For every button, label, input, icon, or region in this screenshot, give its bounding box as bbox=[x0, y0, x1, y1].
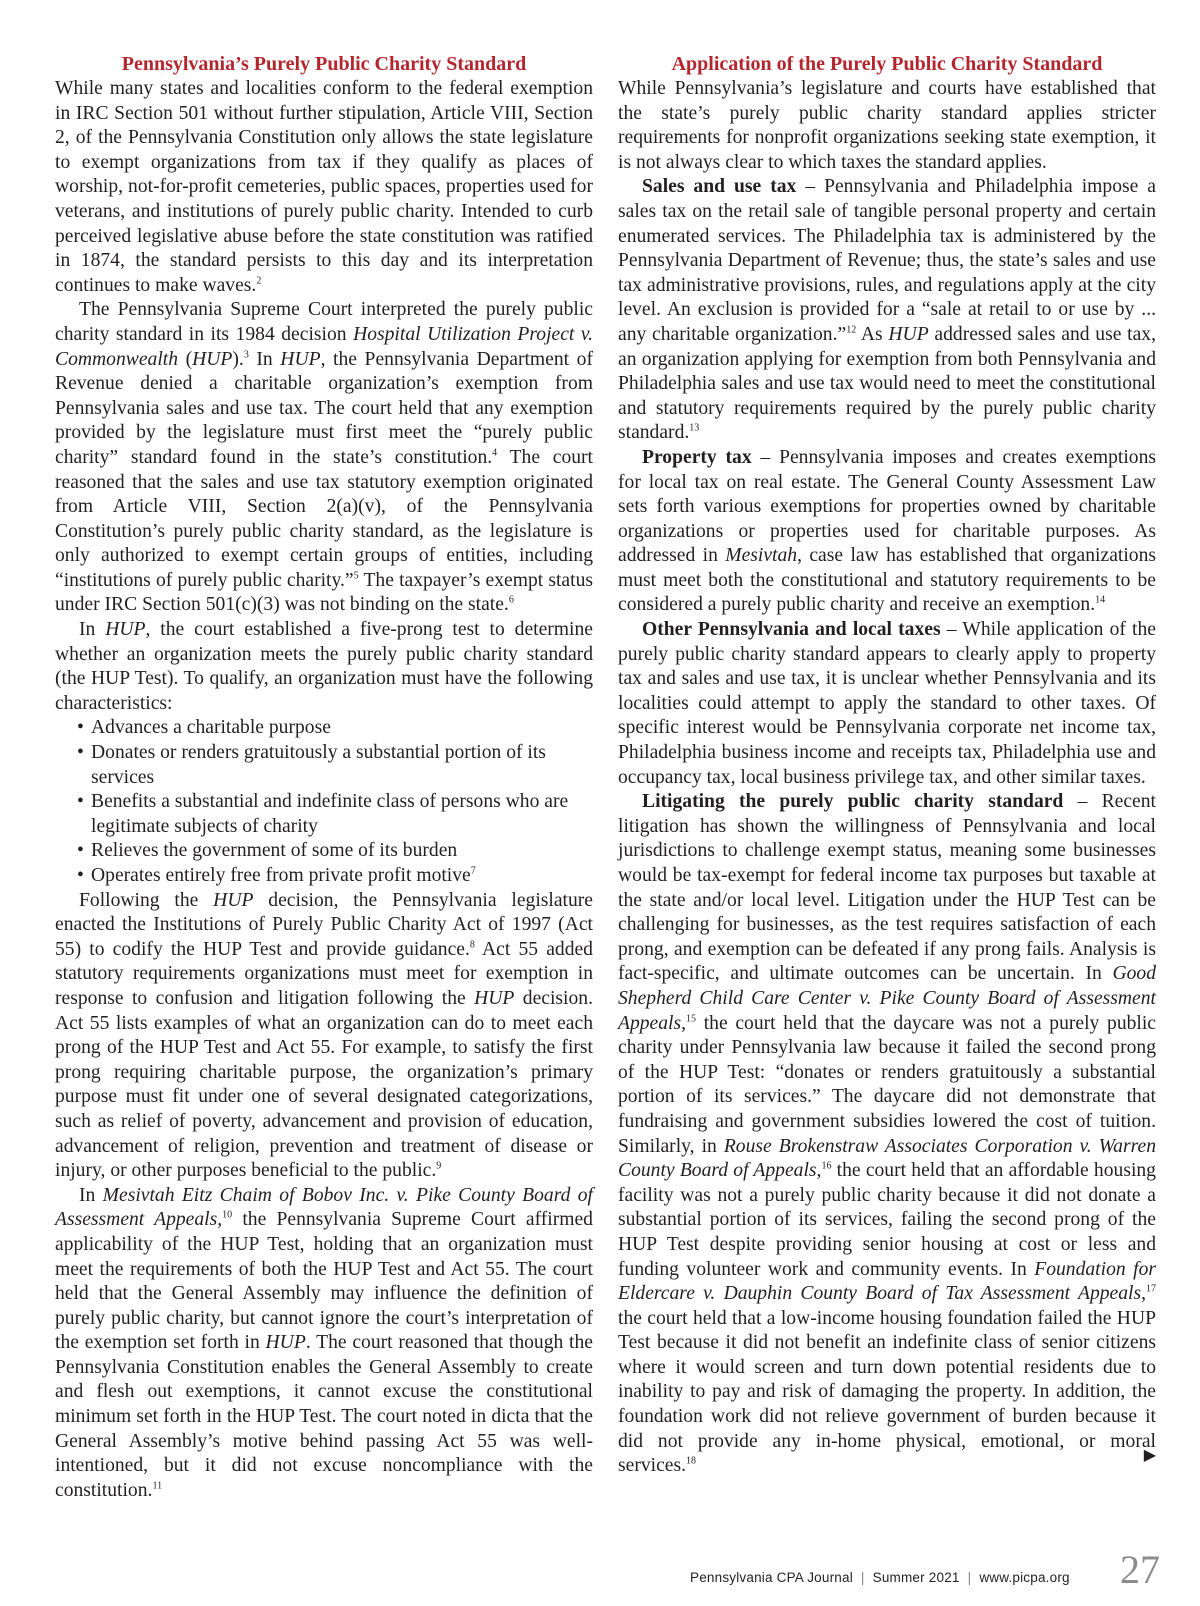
footnote-ref: 16 bbox=[821, 1160, 832, 1172]
paragraph: In HUP, the court established a five-prong test to determine whether an organization meets the purely public charity standard (the HUP Test). To qualify, an organization must have the following characteristics: bbox=[55, 619, 593, 714]
paragraph: In Mesivtah Eitz Chaim of Bobov Inc. v. Pike County Board of Assessment Appeals,$^{10}$ the Pennsylvania Supreme Court affirmed applicability of the HUP Test, holding that an organization must meet the requirements of both the HUP Test and Act 55. The court held that the General Assembly may influence the definition of purely public charity, but cannot ignore the court’s interpretation of the exemption set forth in HUP. The court reasoned that though the Pennsylvania Constitution enables the General Assembly to create and flesh out exemptions, it cannot excuse the constitutional minimum set forth in the HUP Test. The court noted in dicta that the General Assembly’s motive behind passing Act 55 was well-intentioned, but it did not excuse noncompliance with the constitution.$^{11}$ bbox=[55, 1184, 593, 1501]
footnote-ref: 12 bbox=[846, 324, 857, 336]
section-heading: Pennsylvania’s Purely Public Charity Standard bbox=[121, 53, 527, 75]
footnote-ref: 15 bbox=[686, 1013, 697, 1025]
footnote-ref: 18 bbox=[686, 1455, 697, 1467]
paragraph: Litigating the purely public charity standard – Recent litigation has shown the willingness of Pennsylvania and local jurisdictions to challenge exempt status, meaning some businesses would be tax-exempt for federal income tax purposes but taxable at the state and/or local level. Litigation under the HUP Test can be challenging for businesses, as the test requires satisfaction of each prong, and exemption can be defeated if any prong fails. Analysis is fact-specific, and ultimate outcomes can be uncertain. In Good Shepherd Child Care Center v. Pike County Board of Assessment Appeals,$^{15}$ the court held that the daycare was not a purely public charity under Pennsylvania law because it failed the second prong of the HUP Test: “donates or renders gratuitously a substantial portion of its services.” The daycare did not demonstrate that fundraising and government subsidies lowered the cost of tuition. Similarly, in Rouse Brokenstraw Associates Corporation v. Warren County Board of Appeals,$^{16}$ the court held that an affordable housing facility was not a purely public charity because it did not donate a substantial portion of its services, failing the second prong of the HUP Test despite providing senior housing at cost or less and funding volunteer work and community events. In Foundation for Eldercare v. Dauphin County Board of Tax Assessment Appeals,$^{17}$ the court held that a low-income housing foundation failed the HUP Test because it did not benefit an indefinite class of senior citizens where it would screen and turn down potential residents due to inability to pay and risk of damaging the property. In addition, the foundation work did not relieve government of burden because it did not provide any in-home physical, emotional, or moral services.$^{18}$ bbox=[618, 791, 1156, 1477]
footnote-ref: 6 bbox=[508, 594, 514, 606]
list-item: • Advances a charitable purpose bbox=[77, 716, 593, 741]
left-column bbox=[55, 52, 593, 1503]
separator: | bbox=[967, 1570, 972, 1585]
list-item: • Relieves the government of some of its burden bbox=[77, 839, 593, 864]
issue-date: Summer 2021 bbox=[872, 1570, 960, 1585]
paragraph: While many states and localities conform to the federal exemption in IRC Section 501 without further stipulation, Article VIII, Section 2, of the Pennsylvania Constitution only allows the state legislature to exempt organizations from tax if they qualify as places of worship, not-for-profit cemeteries, public spaces, properties used for veterans, and institutions of purely public charity. Intended to curb perceived legislative abuse before the state constitution was ratified in 1874, the standard persists to this day and its interpretation continues to make waves.$^2$ bbox=[55, 78, 593, 296]
footnote-ref: 4 bbox=[492, 447, 498, 459]
paragraph: The Pennsylvania Supreme Court interpreted the purely public charity standard in its 1984 decision Hospital Utilization Project v. Commonwealth (HUP).$^3$ In HUP, the Pennsylvania Department of Revenue denied a charitable organization’s exemption from Pennsylvania sales and use tax. The court held that any exemption provided by the legislature must first meet the “purely public charity” standard found in the state’s constitution.$^4$ The court reasoned that the sales and use tax statutory exemption originated from Article VIII, Section 2(a)(v), of the Pennsylvania Constitution’s purely public charity standard, as the legislature is only authorized to exempt certain groups of entities, including “institutions of purely public charity.”$^5$ The taxpayer’s exempt status under IRC Section 501(c)(3) was not binding on the state.$^6$ bbox=[55, 299, 594, 616]
footnote-ref: 14 bbox=[1095, 594, 1106, 606]
paragraph: While Pennsylvania’s legislature and courts have established that the state’s purely public charity standard applies stricter requirements for nonprofit organizations seeking state exemption, it is not always clear to which taxes the standard applies. bbox=[618, 78, 1156, 173]
separator: | bbox=[860, 1570, 865, 1585]
footnote-ref: 17 bbox=[1146, 1283, 1156, 1295]
page-footer bbox=[690, 1570, 1070, 1585]
paragraph: Following the HUP decision, the Pennsylvania legislature enacted the Institutions of Purely Public Charity Act of 1997 (Act 55) to codify the HUP Test and provide guidance.$^8$ Act 55 added statutory requirements organizations must meet for exemption in response to confusion and litigation following the HUP decision. Act 55 lists examples of what an organization can do to meet each prong of the HUP Test and Act 55. For example, to satisfy the first prong requiring charitable purpose, the organization’s primary purpose must fit under one of several designated categorizations, such as relief of poverty, advancement and provision of education, advancement of religion, prevention and treatment of disease or injury, or other purposes beneficial to the public.$^9$ bbox=[55, 889, 593, 1182]
list-item: • Benefits a substantial and indefinite class of persons who are legitimate subjects of charity bbox=[77, 790, 593, 839]
website-link[interactable]: www.picpa.org bbox=[979, 1570, 1070, 1585]
footnote-ref: 13 bbox=[689, 422, 700, 434]
footnote-ref: 9 bbox=[436, 1160, 442, 1172]
list-item: • Operates entirely free from private profit motive$^7$ bbox=[77, 864, 593, 889]
footnote-ref: 5 bbox=[353, 570, 359, 582]
footnote-ref: 2 bbox=[256, 275, 262, 287]
journal-name: Pennsylvania CPA Journal bbox=[690, 1570, 853, 1585]
right-triangle-icon: ▶ bbox=[1143, 1447, 1156, 1464]
footnote-ref: 3 bbox=[243, 349, 249, 360]
footnote-ref: 8 bbox=[469, 939, 475, 951]
footnote-ref: 7 bbox=[470, 865, 476, 877]
paragraph: Property tax – Pennsylvania imposes and creates exemptions for local tax on real estate. The General County Assessment Law sets forth various exemptions for properties owned by charitable organizations or properties used for charitable purposes. As addressed in Mesivtah, case law has established that organizations must meet both the constitutional and statutory requirements to be considered a purely public charity and receive an exemption.$^{14}$ bbox=[618, 446, 1156, 616]
run-in-heading: Property tax bbox=[642, 446, 752, 468]
page-number: 27 bbox=[1120, 1547, 1160, 1592]
right-column bbox=[618, 52, 1156, 1477]
paragraph: Sales and use tax – Pennsylvania and Philadelphia impose a sales tax on the retail sale of tangible personal property and certain enumerated services. The Philadelphia tax is administered by the Pennsylvania Department of Revenue; thus, the state’s sales and use tax administrative provisions, rules, and regulations apply at the city level. An exclusion is provided for a “sale at retail to or use by ... any charitable organization.”$^{12}$ As HUP addressed sales and use tax, an organization applying for exemption from both Pennsylvania and Philadelphia sales and use tax would need to meet the constitutional and statutory requirements required by the purely public charity standard.$^{13}$ bbox=[618, 176, 1156, 444]
paragraph: Other Pennsylvania and local taxes – While application of the purely public charity standard appears to clearly apply to property tax and sales and use tax, it is unclear whether Pennsylvania and its localities could attempt to apply the standard to other taxes. Of specific interest would be Pennsylvania corporate net income tax, Philadelphia business income and receipts tax, Philadelphia use and occupancy tax, local business privilege tax, and other similar taxes. bbox=[618, 619, 1156, 788]
run-in-heading: Sales and use tax bbox=[642, 176, 797, 198]
hup-test-list bbox=[55, 716, 593, 888]
footnote-ref: 10 bbox=[222, 1209, 233, 1221]
run-in-heading: Litigating the purely public charity standard bbox=[642, 791, 1064, 813]
section-heading: Application of the Purely Public Charity Standard bbox=[671, 53, 1103, 75]
run-in-heading: Other Pennsylvania and local taxes bbox=[642, 619, 941, 641]
footnote-ref: 11 bbox=[152, 1480, 163, 1492]
list-item: • Donates or renders gratuitously a substantial portion of its services bbox=[77, 741, 593, 790]
